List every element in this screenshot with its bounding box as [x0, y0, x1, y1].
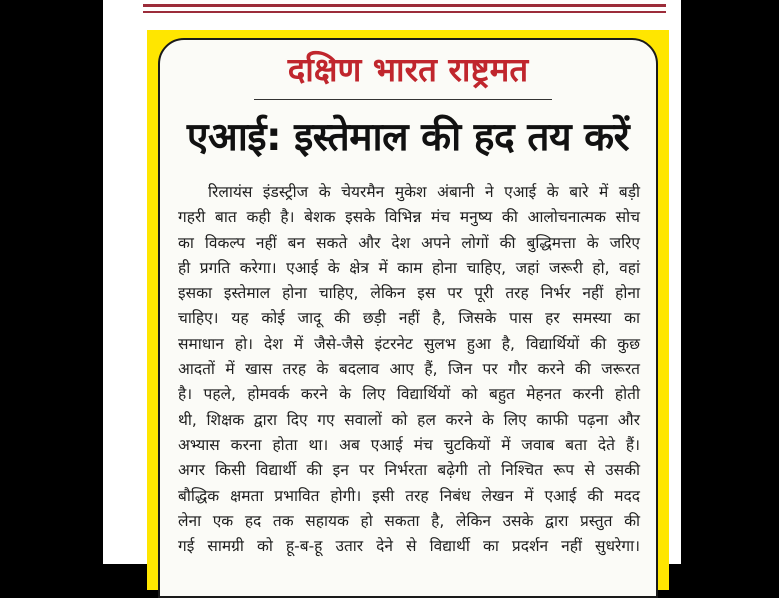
article-line: समाधान हो। देश में जैसे-जैसे इंटरनेट सुलभ हुआ है, विद्यार्थियों की कुछ	[178, 334, 640, 353]
article-line: है। पहले, होमवर्क करने के लिए विद्यार्थियों को बहुत मेहनत करनी होती	[178, 385, 640, 404]
article-panel	[158, 38, 658, 598]
article-line: लेना एक हद तक सहायक हो सकता है, लेकिन उसके द्वारा प्रस्तुत की	[178, 511, 640, 530]
top-divider-rule-secondary	[143, 11, 666, 13]
publication-masthead: दक्षिण भारत राष्ट्रमत	[287, 50, 529, 89]
article-line: रिलायंस इंडस्ट्रीज के चेयरमैन मुकेश अंबानी ने एआई के बारे में बड़ी	[208, 183, 640, 201]
article-line: चाहिए। यह कोई जादू की छड़ी नहीं है, जिसके पास हर समस्या का	[178, 309, 640, 328]
article-line: अभ्यास करना होता था। अब एआई मंच चुटकियों में जवाब बता देते हैं।	[178, 435, 640, 454]
article-line: गई सामग्री को हू-ब-हू उतार देने से विद्यार्थी का प्रदर्शन नहीं सुधरेगा।	[178, 537, 640, 556]
article-line: गहरी बात कही है। बेशक इसके विभिन्न मंच मनुष्य की आलोचनात्मक सोच	[178, 208, 640, 227]
top-divider-rule	[143, 4, 666, 7]
article-line: बौद्धिक क्षमता प्रभावित होगी। इसी तरह निबंध लेखन में एआई की मदद	[178, 486, 640, 505]
article-line: का विकल्प नहीं बन सकते और देश अपने लोगों की बुद्धिमत्ता के जरिए	[178, 233, 640, 252]
article-headline: एआई: इस्तेमाल की हद तय करें	[186, 115, 630, 160]
article-body	[178, 180, 640, 559]
article-line: इसका इस्तेमाल होना चाहिए, लेकिन इस पर पूरी तरह निर्भर नहीं होना	[178, 284, 640, 303]
article-line: थी, शिक्षक द्वारा दिए गए सवालों को हल करने के लिए काफी पढ़ना और	[178, 410, 640, 429]
article-line: अगर किसी विद्यार्थी की इन पर निर्भरता बढ़ेगी तो निश्चित रूप से उसकी	[178, 461, 640, 480]
masthead-underline	[254, 99, 552, 100]
article-line: ही प्रगति करेगा। एआई के क्षेत्र में काम होना चाहिए, जहां जरूरी हो, वहां	[178, 258, 640, 277]
article-line: आदतों में खास तरह के बदलाव आए हैं, जिन पर गौर करने की जरूरत	[178, 360, 640, 379]
